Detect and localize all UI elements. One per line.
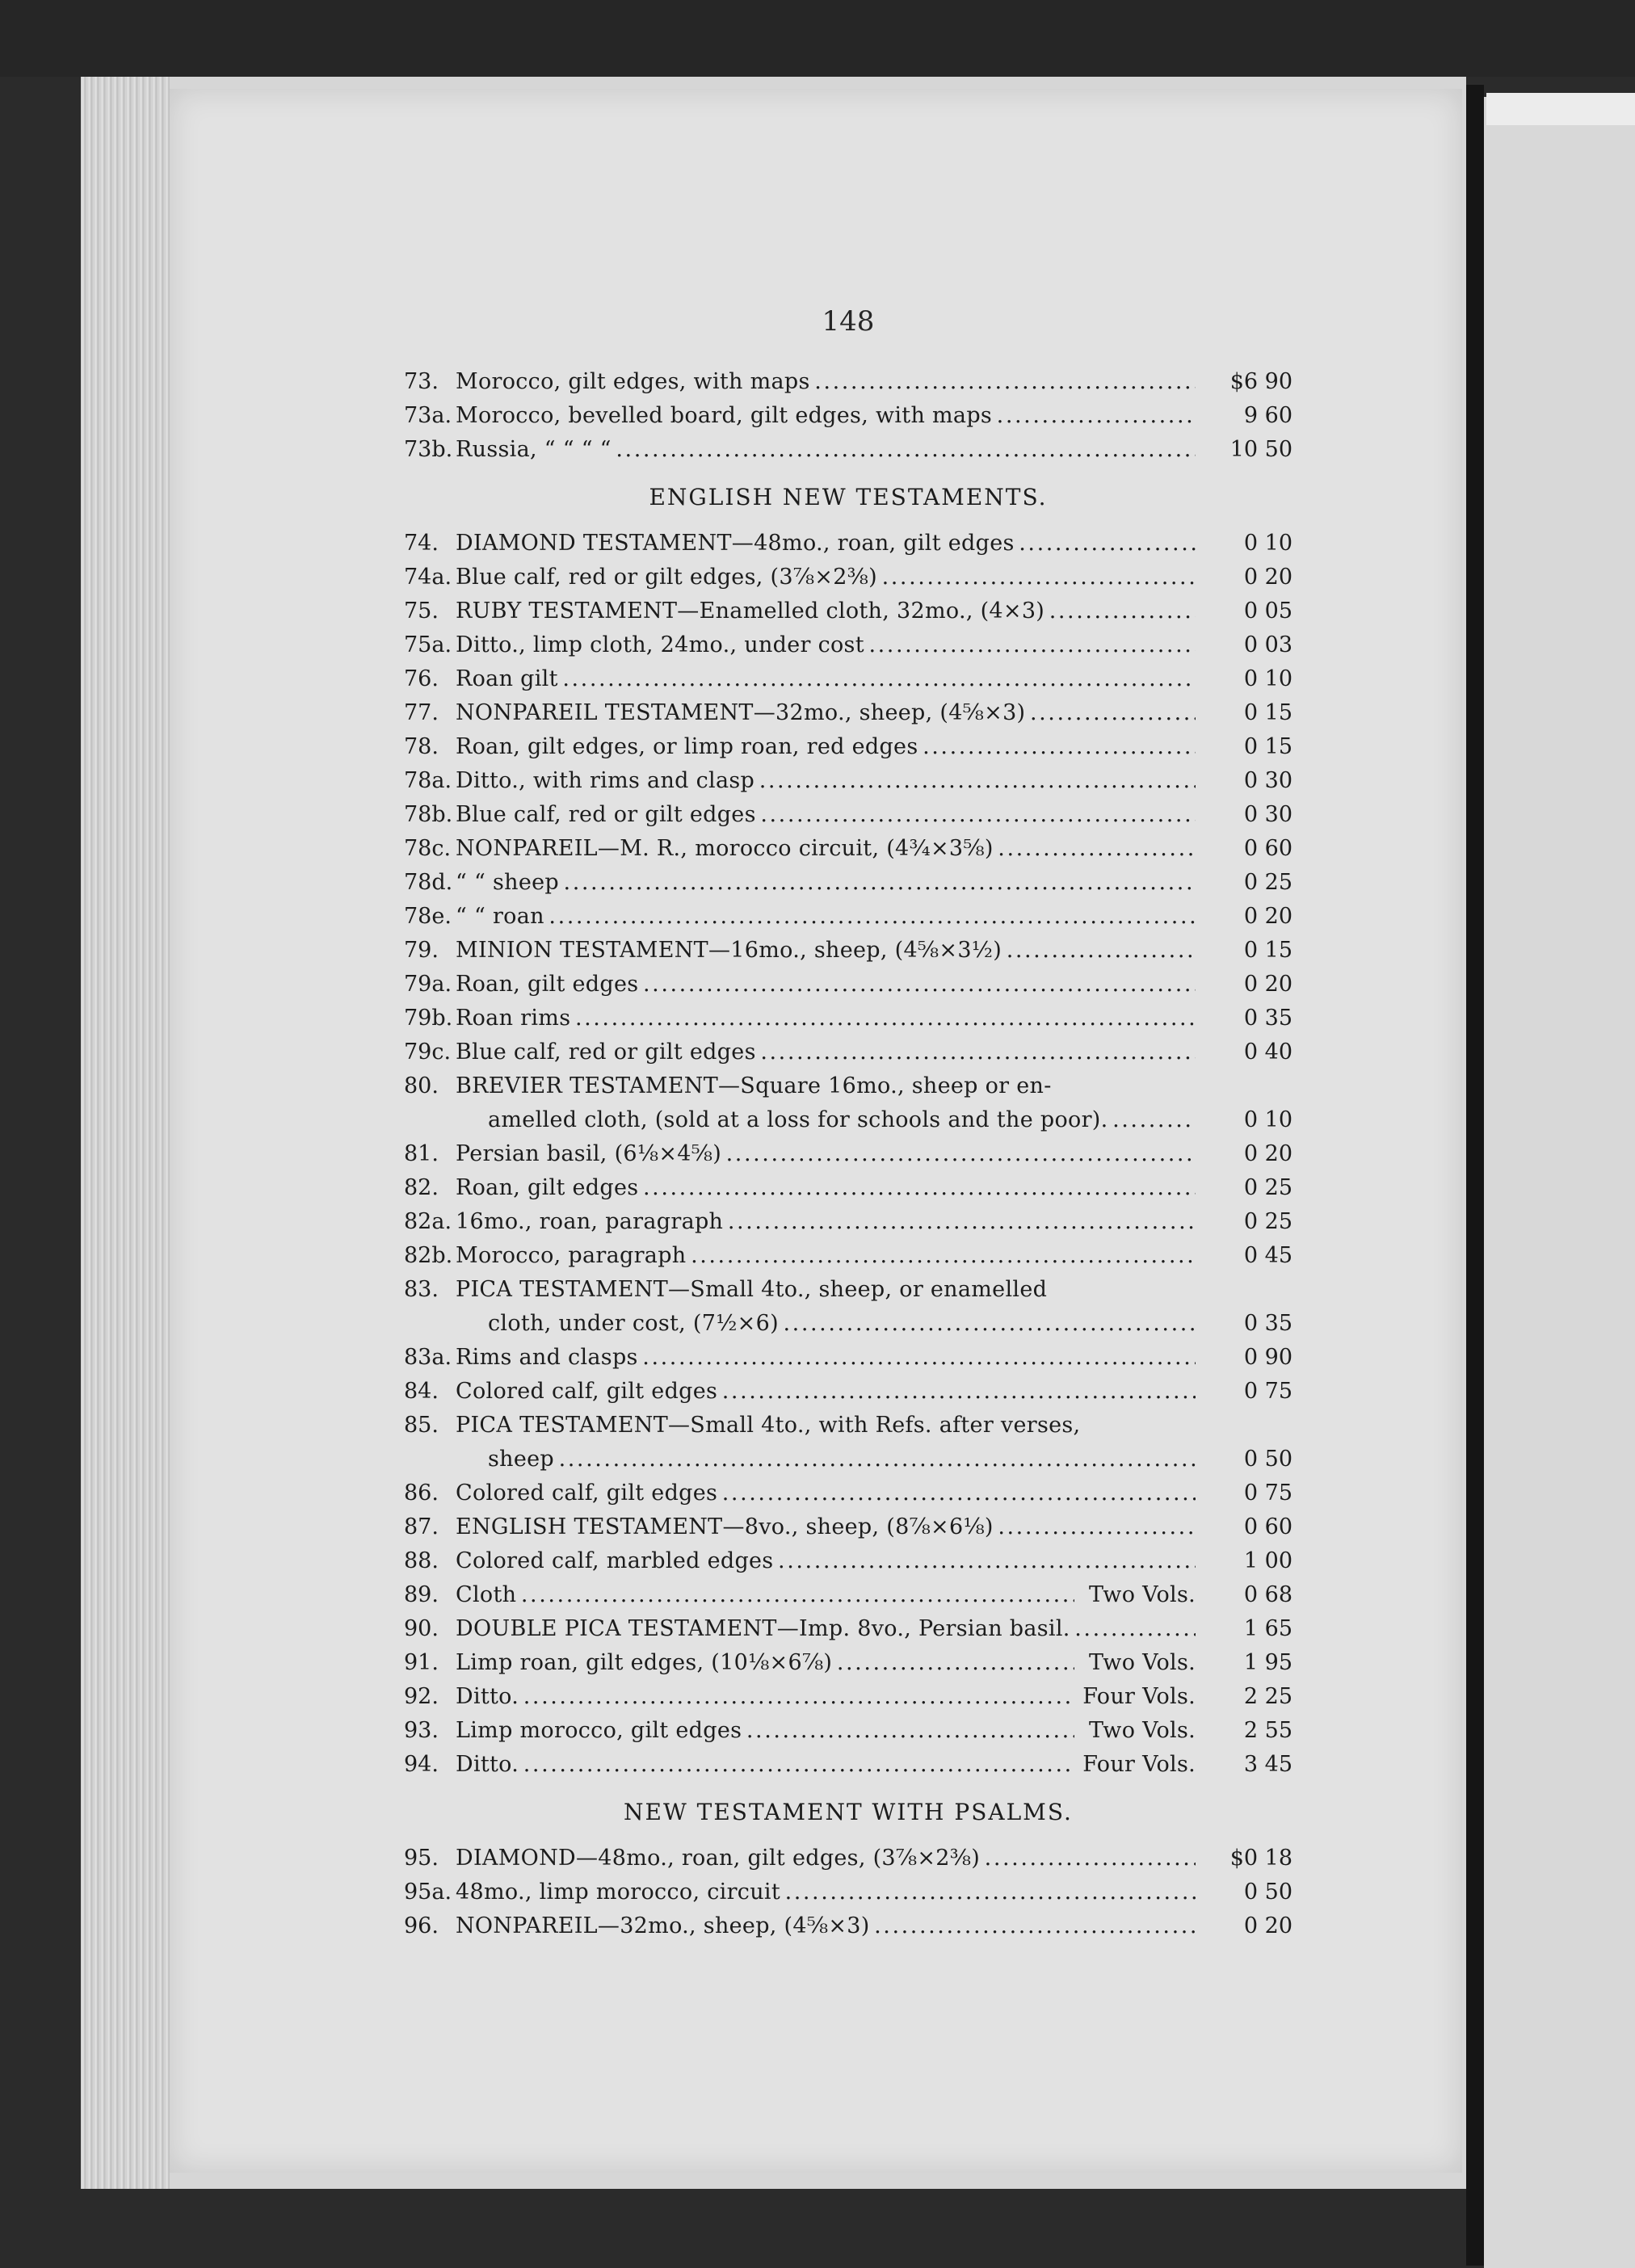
item-number: 79b. [404, 1006, 453, 1031]
item-volumes: Two Vols. [1074, 1581, 1196, 1610]
item-number: 75a. [404, 632, 452, 657]
item-price: 0 45 [1199, 1241, 1292, 1270]
list-item [404, 1004, 1292, 1033]
item-price: 9 60 [1199, 401, 1292, 430]
item-price: 10 50 [1199, 435, 1292, 464]
item-description: Colored calf, gilt edges . . . [456, 1479, 1196, 1508]
list-item [404, 1912, 1292, 1941]
list-item [404, 1547, 1292, 1576]
item-price: $0 18 [1199, 1844, 1292, 1873]
item-number: 74a. [404, 565, 452, 590]
item-number: 73. [404, 369, 439, 394]
list-item [404, 1716, 1292, 1745]
item-number: 74. [404, 531, 439, 556]
list-item [404, 1275, 1292, 1304]
list-item [404, 1411, 1292, 1440]
list-item [404, 1241, 1292, 1270]
item-description-continued: cloth, under cost, (7½×6) . . . [488, 1309, 1196, 1338]
item-number: 84. [404, 1379, 439, 1404]
list-item [404, 435, 1292, 464]
item-description: DOUBLE PICA TESTAMENT—Imp. 8vo., Persian basil. . . . [456, 1615, 1196, 1644]
item-description: Russia, “ “ “ “ . . . [456, 435, 1196, 464]
item-price: 0 05 [1199, 597, 1292, 626]
list-item [404, 733, 1292, 762]
item-description: Persian basil, (6⅛×4⅝) . . . [456, 1140, 1196, 1169]
list-item-continuation [404, 1106, 1292, 1135]
list-item [404, 1581, 1292, 1610]
item-price: 0 20 [1199, 563, 1292, 592]
item-description: Colored calf, marbled edges . . . [456, 1547, 1196, 1576]
list-item [404, 1750, 1292, 1779]
item-description: Cloth . . . [456, 1581, 1074, 1610]
list-item [404, 1479, 1292, 1508]
item-description: DIAMOND—48mo., roan, gilt edges, (3⅞×2⅜) . . . [456, 1844, 1196, 1873]
item-number: 88. [404, 1548, 439, 1573]
item-price: 0 20 [1199, 1140, 1292, 1169]
list-item [404, 699, 1292, 728]
item-price: 0 75 [1199, 1479, 1292, 1508]
list-item [404, 665, 1292, 694]
item-description: Roan gilt . . . [456, 665, 1196, 694]
facing-page-edge [1486, 93, 1635, 125]
item-number: 87. [404, 1514, 439, 1539]
list-item [404, 1072, 1292, 1101]
list-item [404, 1844, 1292, 1873]
item-price: 0 60 [1199, 834, 1292, 863]
item-price: 0 30 [1199, 766, 1292, 796]
item-number: 94. [404, 1752, 439, 1777]
item-description: 48mo., limp morocco, circuit . . . [456, 1878, 1196, 1907]
list-item [404, 766, 1292, 796]
list-item [404, 970, 1292, 999]
item-description: RUBY TESTAMENT—Enamelled cloth, 32mo., (4×3) . . . [456, 597, 1196, 626]
item-price: 2 55 [1199, 1716, 1292, 1745]
item-price: 0 25 [1199, 1208, 1292, 1237]
item-number: 79c. [404, 1040, 452, 1065]
list-item [404, 597, 1292, 626]
list-item-continuation [404, 1309, 1292, 1338]
item-description: “ “ roan . . . [456, 902, 1196, 931]
item-number: 75. [404, 598, 439, 624]
item-description: Ditto. . . . [456, 1750, 1074, 1779]
item-volumes: Two Vols. [1074, 1716, 1196, 1745]
item-description: 16mo., roan, paragraph . . . [456, 1208, 1196, 1237]
item-price: 0 15 [1199, 699, 1292, 728]
item-price: 0 75 [1199, 1377, 1292, 1406]
item-description: BREVIER TESTAMENT—Square 16mo., sheep or en- [456, 1073, 1052, 1098]
item-description: Ditto., limp cloth, 24mo., under cost . . . [456, 631, 1196, 660]
item-volumes: Four Vols. [1074, 1682, 1196, 1712]
list-item [404, 868, 1292, 897]
item-number: 79a. [404, 972, 452, 997]
list-item [404, 1615, 1292, 1644]
list-item [404, 1038, 1292, 1067]
item-description: Ditto. . . . [456, 1682, 1074, 1712]
item-price: 0 20 [1199, 970, 1292, 999]
item-number: 78a. [404, 768, 452, 793]
item-description: Roan rims . . . [456, 1004, 1196, 1033]
section-heading: ENGLISH NEW TESTAMENTS. [649, 484, 1048, 510]
background-top [0, 0, 1635, 77]
list-item [404, 936, 1292, 965]
item-description: “ “ sheep . . . [456, 868, 1196, 897]
item-description: Roan, gilt edges, or limp roan, red edges . . . [456, 733, 1196, 762]
list-item [404, 1648, 1292, 1678]
list-item [404, 902, 1292, 931]
item-price: 0 10 [1199, 665, 1292, 694]
item-number: 96. [404, 1913, 439, 1938]
item-description: Limp roan, gilt edges, (10⅛×6⅞) . . . [456, 1648, 1074, 1678]
item-price: 0 10 [1199, 529, 1292, 558]
list-item-continuation [404, 1445, 1292, 1474]
item-price: 1 65 [1199, 1615, 1292, 1644]
item-number: 78d. [404, 870, 453, 895]
item-price: 1 95 [1199, 1648, 1292, 1678]
item-price: 0 40 [1199, 1038, 1292, 1067]
item-number: 82b. [404, 1243, 453, 1268]
list-item [404, 563, 1292, 592]
item-number: 80. [404, 1073, 439, 1098]
item-number: 78e. [404, 904, 452, 929]
item-price: 0 30 [1199, 800, 1292, 830]
item-description: Morocco, bevelled board, gilt edges, with maps . . . [456, 401, 1196, 430]
item-number: 79. [404, 938, 439, 963]
page-number: 148 [822, 305, 875, 338]
item-price: 2 25 [1199, 1682, 1292, 1712]
item-description: Rims and clasps . . . [456, 1343, 1196, 1372]
item-description-continued: sheep . . . [488, 1445, 1196, 1474]
list-item [404, 1174, 1292, 1203]
item-number: 95. [404, 1846, 439, 1871]
list-item [404, 1513, 1292, 1542]
item-number: 92. [404, 1684, 439, 1709]
facing-page [1484, 97, 1635, 2268]
item-number: 90. [404, 1616, 439, 1641]
item-number: 83a. [404, 1345, 452, 1370]
item-description: Morocco, paragraph . . . [456, 1241, 1196, 1270]
list-item [404, 1682, 1292, 1712]
item-description-continued: amelled cloth, (sold at a loss for schools and the poor). . . . [488, 1106, 1196, 1135]
item-number: 95a. [404, 1880, 452, 1905]
list-item [404, 800, 1292, 830]
item-price: 0 35 [1199, 1004, 1292, 1033]
item-number: 77. [404, 700, 439, 725]
item-description: NONPAREIL TESTAMENT—32mo., sheep, (4⅝×3) . . . [456, 699, 1196, 728]
list-item [404, 529, 1292, 558]
item-description: MINION TESTAMENT—16mo., sheep, (4⅝×3½) . . . [456, 936, 1196, 965]
item-description: Blue calf, red or gilt edges . . . [456, 1038, 1196, 1067]
item-description: Blue calf, red or gilt edges . . . [456, 800, 1196, 830]
list-item [404, 1140, 1292, 1169]
item-price: 0 50 [1199, 1445, 1292, 1474]
list-item [404, 1208, 1292, 1237]
item-description: Colored calf, gilt edges . . . [456, 1377, 1196, 1406]
item-price: 0 25 [1199, 868, 1292, 897]
item-number: 78. [404, 734, 439, 759]
item-description: ENGLISH TESTAMENT—8vo., sheep, (8⅞×6⅛) . . . [456, 1513, 1196, 1542]
item-number: 78b. [404, 802, 453, 827]
item-description: Roan, gilt edges . . . [456, 1174, 1196, 1203]
list-item [404, 1878, 1292, 1907]
item-description: NONPAREIL—32mo., sheep, (4⅝×3) . . . [456, 1912, 1196, 1941]
list-item [404, 631, 1292, 660]
list-item [404, 1377, 1292, 1406]
item-description: Roan, gilt edges . . . [456, 970, 1196, 999]
item-number: 73b. [404, 437, 453, 462]
item-number: 76. [404, 666, 439, 691]
item-price: 0 20 [1199, 1912, 1292, 1941]
item-price: 0 15 [1199, 936, 1292, 965]
item-number: 93. [404, 1718, 439, 1743]
page-gutter [1466, 85, 1484, 2266]
list-item [404, 401, 1292, 430]
item-price: 0 50 [1199, 1878, 1292, 1907]
item-volumes: Two Vols. [1074, 1648, 1196, 1678]
item-number: 89. [404, 1582, 439, 1607]
item-price: 3 45 [1199, 1750, 1292, 1779]
item-description: PICA TESTAMENT—Small 4to., sheep, or enamelled [456, 1277, 1048, 1302]
item-price: 1 00 [1199, 1547, 1292, 1576]
item-number: 82a. [404, 1209, 452, 1234]
item-number: 85. [404, 1413, 439, 1438]
item-description: PICA TESTAMENT—Small 4to., with Refs. after verses, [456, 1413, 1081, 1438]
item-description: NONPAREIL—M. R., morocco circuit, (4¾×3⅝) . . . [456, 834, 1196, 863]
item-price: 0 68 [1199, 1581, 1292, 1610]
list-item [404, 368, 1292, 397]
item-description: Blue calf, red or gilt edges, (3⅞×2⅜) . . . [456, 563, 1196, 592]
item-number: 81. [404, 1141, 439, 1166]
item-number: 82. [404, 1175, 439, 1200]
item-number: 78c. [404, 836, 452, 861]
item-number: 73a. [404, 403, 452, 428]
item-description: Morocco, gilt edges, with maps . . . [456, 368, 1196, 397]
item-price: 0 15 [1199, 733, 1292, 762]
item-description: Ditto., with rims and clasp . . . [456, 766, 1196, 796]
item-price: 0 90 [1199, 1343, 1292, 1372]
item-volumes: Four Vols. [1074, 1750, 1196, 1779]
item-price: $6 90 [1199, 368, 1292, 397]
item-price: 0 60 [1199, 1513, 1292, 1542]
item-description: DIAMOND TESTAMENT—48mo., roan, gilt edges . . . [456, 529, 1196, 558]
item-description: Limp morocco, gilt edges . . . [456, 1716, 1074, 1745]
item-price: 0 10 [1199, 1106, 1292, 1135]
item-number: 83. [404, 1277, 439, 1302]
item-price: 0 03 [1199, 631, 1292, 660]
item-price: 0 25 [1199, 1174, 1292, 1203]
section-heading: NEW TESTAMENT WITH PSALMS. [624, 1799, 1073, 1825]
item-number: 91. [404, 1650, 439, 1675]
item-number: 86. [404, 1480, 439, 1506]
item-price: 0 35 [1199, 1309, 1292, 1338]
page-edges [81, 77, 170, 2189]
item-price: 0 20 [1199, 902, 1292, 931]
list-item [404, 1343, 1292, 1372]
list-item [404, 834, 1292, 863]
